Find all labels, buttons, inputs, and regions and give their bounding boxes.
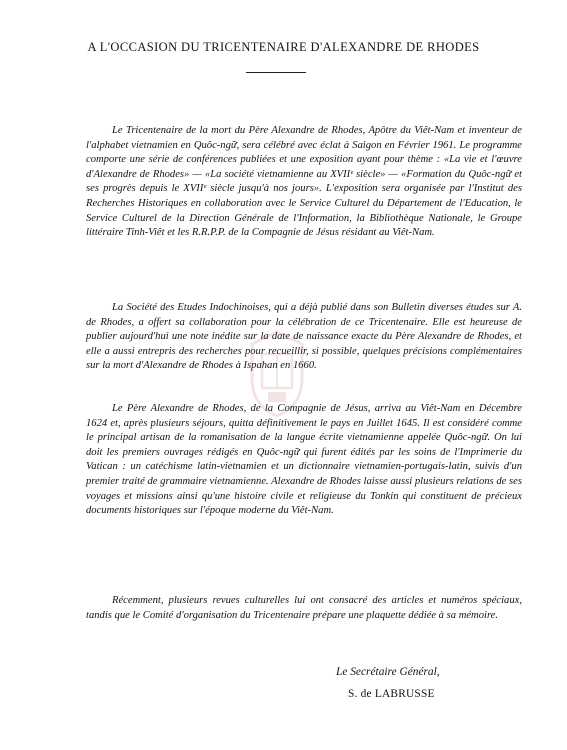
- paragraph-4: [86, 594, 522, 623]
- paragraph-text: Le Tricentenaire de la mort du Père Alexandre de Rhodes, Apôtre du Viêt-Nam et inventeur de l'alphabet vietnamien en Quôc-ngữ, sera célébré avec éclat à Saigon en Février 1961. Le programme comporte une série de conférences publiées et une exposition ayant pour thème : «La vie et l'œuvre d'Alexandre de Rhodes» — «La société vietnamienne au XVIIᵉ siècle» — «Formation du Quôc-ngữ et ses progrès depuis le XVIIᵉ siècle jusqu'à nos jours». L'exposition sera organisée par l'Institut des Recherches Historiques en collaboration avec le Service Culturel du Département de l'Education, le Service Culturel de la Direction Générale de l'Information, la Bibliothèque Nationale, le Groupe littéraire Tinh-Viêt et les R.R.P.P. de la Compagnie de Jésus résidant au Viêt-Nam.: [86, 125, 522, 239]
- library-seal-icon: [248, 328, 306, 420]
- paragraph-1: [86, 124, 522, 241]
- page-title: A L'OCCASION DU TRICENTENAIRE D'ALEXANDRE DE RHODES: [87, 40, 480, 54]
- paragraph-text: Récemment, plusieurs revues culturelles lui ont consacré des articles et numéros spéciaux, tandis que le Comité d'organisation du Tricentenaire prépare une plaquette dédiée à sa mémoire.: [86, 595, 522, 621]
- signature-name: S. de LABRUSSE: [348, 688, 435, 700]
- signature-role: Le Secrétaire Général,: [336, 666, 440, 678]
- title-divider: [246, 72, 306, 73]
- paragraph-text: Le Père Alexandre de Rhodes, de la Compagnie de Jésus, arriva au Viêt-Nam en Décembre 1624 et, après plusieurs séjours, quitta définitivement le pays en Juillet 1645. Il est considéré comme le principal artisan de la romanisation de la langue écrite vietnamienne appelée Quôc-ngữ. On lui doit les premiers ouvrages rédigés en Quôc-ngữ qui furent édités par les soins de l'Imprimerie du Vatican : un catéchisme latin-vietnamien et un dictionnaire vietnamien-portugais-latin, suivis d'un premier traité de grammaire vietnamienne. Alexandre de Rhodes laisse aussi plusieurs relations de ses voyages et missions ainsi qu'une histoire civile et religieuse du Tonkin qui constituent de précieux documents historiques sur l'époque moderne du Viêt-Nam.: [86, 403, 522, 517]
- paragraph-text: La Société des Etudes Indochinoises, qui a déjà publié dans son Bulletin diverses études sur A. de Rhodes, a offert sa collaboration pour la célébration de ce Tricentenaire. Elle est heureuse de publier aujourd'hui une note inédite sur la date de naissance exacte du Père Alexandre de Rhodes, et elle a aussi entrepris des recherches pour recueillir, si possible, quelques précisions complémentaires sur la mort d'Alexandre de Rhodes à Ispahan en 1660.: [86, 302, 522, 372]
